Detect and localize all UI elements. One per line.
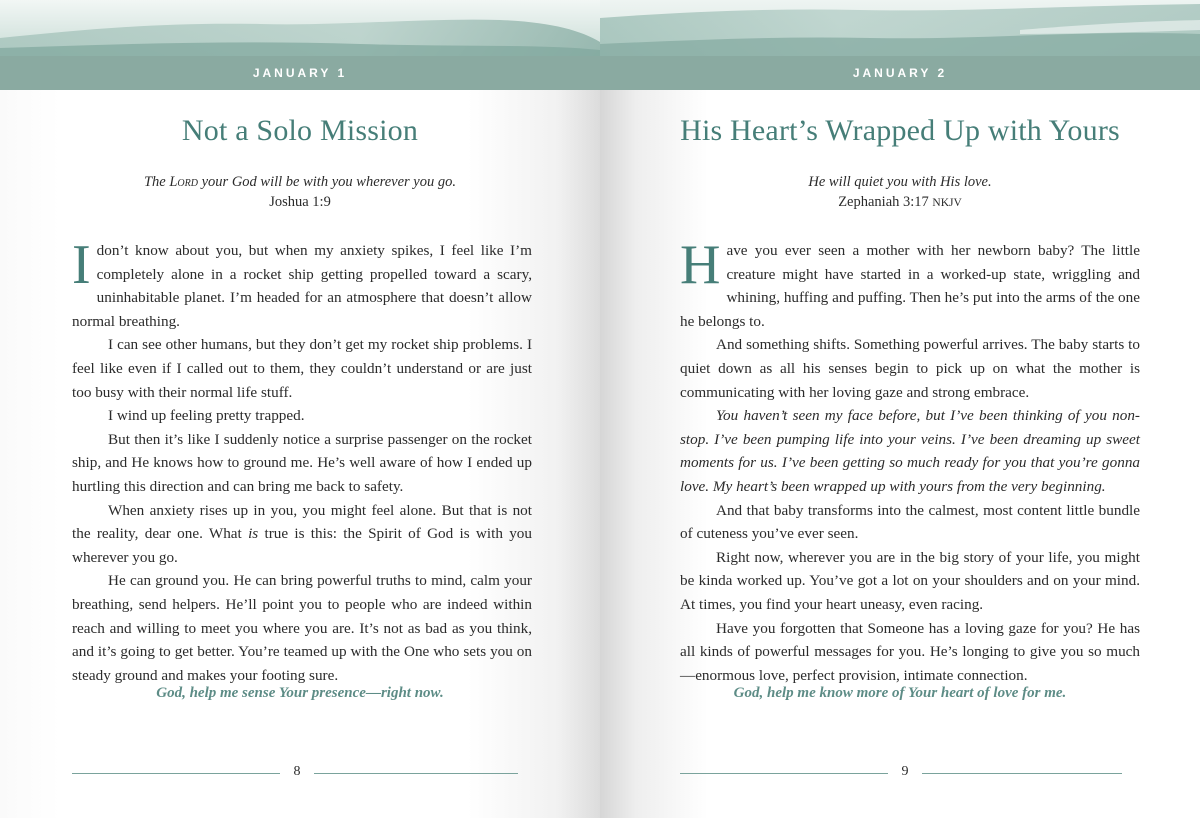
paragraph: And something shifts. Something powerful arrives. The baby starts to quiet down as all his senses begin to pick up on what the mother is communicating with her loving gaze and strong embrace.	[680, 336, 1140, 401]
footer-rule	[680, 773, 888, 774]
footer-rule	[72, 773, 280, 774]
paragraph: Right now, wherever you are in the big story of your life, you might be kinda worked up. You’ve got a lot on your shoulders and on your mind. At times, you find your heart uneasy, even racing.	[680, 548, 1140, 613]
paragraph-text: true is this: the Spirit of God is with you wherever you go.	[72, 525, 532, 566]
footer-rule	[922, 773, 1122, 774]
verse-text	[0, 172, 600, 192]
verse-text-end: your God will be with you wherever you go.	[197, 174, 456, 190]
paragraph	[72, 234, 532, 333]
date-header-band	[600, 56, 1200, 90]
devotion-body	[680, 234, 1140, 687]
paragraph: I can see other humans, but they don’t get my rocket ship problems. I feel like even if I called out to them, they couldn’t understand or are just too busy with their normal life stuff.	[72, 336, 532, 401]
page-number: 9	[901, 764, 909, 779]
devotion-title: Not a Solo Mission	[181, 114, 419, 147]
paragraph: Have you forgotten that Someone has a loving gaze for you? He has all kinds of powerful messages for you. He’s longing to give you so much—enormous love, perfect provision, intimate connection.	[680, 619, 1140, 684]
verse-reference: Joshua 1:9	[269, 194, 331, 210]
verse-lord: Lord	[169, 174, 198, 190]
date-label: JANUARY 1	[252, 66, 348, 80]
scripture-verse	[600, 172, 1200, 213]
emphasis: is	[248, 525, 259, 543]
paragraph: And that baby transforms into the calmest, most content little bundle of cuteness you’ve ever seen.	[680, 501, 1140, 543]
bible-version: NKJV	[932, 197, 962, 209]
paragraph	[680, 234, 1140, 333]
drop-cap: I	[72, 234, 91, 296]
verse-ref-text: Zephaniah 3:17	[838, 194, 929, 210]
paragraph: But then it’s like I suddenly notice a surprise passenger on the rocket ship, and He knows how to ground me. He’s well aware of how I ended up hurtling this direction and can bring me back to safety.	[72, 430, 532, 495]
devotion-body	[72, 234, 532, 687]
watercolor-header-art	[0, 0, 600, 56]
scripture-verse	[0, 172, 600, 212]
footer-rule	[314, 773, 518, 774]
paragraph-text: When anxiety rises up in you, you might feel alone. But that is not the reality, dear one. What	[72, 501, 532, 543]
paragraph: You haven’t seen my face before, but I’ve been thinking of you non-stop. I’ve been pumping life into your veins. I’ve been dreaming up sweet moments for us. I’ve been getting so much ready for you that you’re gonna love. My heart’s been wrapped up with yours from the very beginning.	[680, 407, 1140, 495]
watercolor-header-art	[600, 0, 1200, 56]
page-number: 8	[293, 764, 301, 779]
closing-prayer: God, help me sense Your presence—right now.	[156, 685, 444, 701]
drop-cap: H	[680, 234, 721, 296]
paragraph-text: ave you ever seen a mother with her newborn baby? The little creature might have started in a worked-up state, wriggling and whining, huffing and puffing. Then he’s put into the arms of the one he belongs to.	[680, 242, 1140, 330]
verse-text: He will quiet you with His love.	[808, 174, 992, 190]
date-label: JANUARY 2	[852, 66, 948, 80]
paragraph: I wind up feeling pretty trapped.	[108, 407, 305, 425]
paragraph-text: don’t know about you, but when my anxiety spikes, I feel like I’m completely alone in a rocket ship getting propelled toward a scary, uninhabitable planet. I’m headed for an atmosphere that doesn’t allow normal breathing.	[72, 242, 532, 330]
date-header-band	[0, 56, 600, 90]
paragraph	[72, 499, 532, 570]
devotion-title: His Heart’s Wrapped Up with Yours	[680, 114, 1120, 147]
paragraph: He can ground you. He can bring powerful truths to mind, calm your breathing, send helpers. He’ll point you to people who are indeed within reach and willing to meet you where you are. It’s not as bad as you think, and it’s going to get better. You’re teamed up with the One who sets you on steady ground and makes your footing sure.	[72, 572, 532, 684]
right-page	[600, 0, 1200, 818]
verse-text-start: The	[143, 174, 170, 190]
closing-prayer: God, help me know more of Your heart of love for me.	[733, 685, 1067, 701]
verse-reference	[600, 192, 1200, 213]
